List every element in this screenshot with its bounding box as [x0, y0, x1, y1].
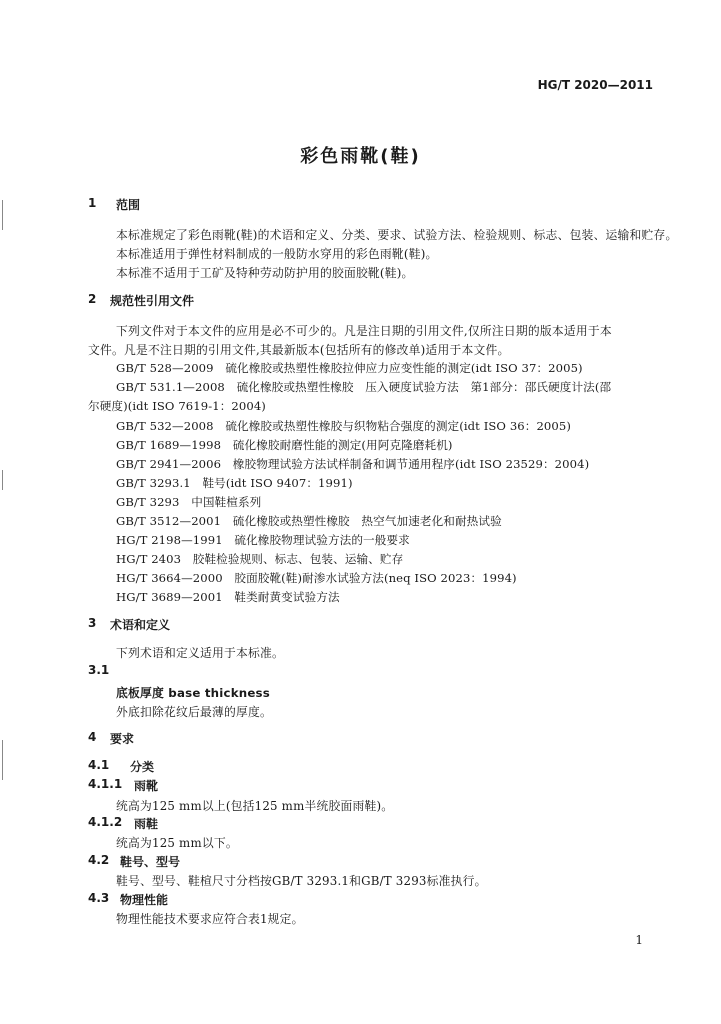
document-title: 彩色雨靴(鞋)	[300, 146, 421, 167]
reference-item: GB/T 532—2008 硫化橡胶或热塑性橡胶与织物粘合强度的测定(idt ISO 36：2005)	[116, 419, 571, 433]
section-3-intro: 下列术语和定义适用于本标准。	[116, 646, 284, 660]
scan-margin-mark	[2, 740, 3, 780]
subsection-4-2-number: 4.2	[88, 853, 110, 867]
subsection-4-2-text: 鞋号、型号、鞋楦尺寸分档按GB/T 3293.1和GB/T 3293标准执行。	[116, 874, 487, 888]
reference-item: GB/T 2941—2006 橡胶物理试验方法试样制备和调节通用程序(idt ISO 23529：2004)	[116, 457, 590, 471]
reference-item-continued: 尔硬度)(idt ISO 7619-1：2004)	[88, 399, 266, 413]
section-2-intro-line-2: 文件。凡是不注日期的引用文件,其最新版本(包括所有的修改单)适用于本文件。	[88, 343, 510, 357]
subsection-4-1-1-text: 统高为125 mm以上(包括125 mm半统胶面雨鞋)。	[116, 799, 394, 813]
subsection-4-1-title: 分类	[130, 760, 155, 774]
section-4-title: 要求	[110, 732, 135, 746]
subsection-4-3-text: 物理性能技术要求应符合表1规定。	[116, 912, 304, 926]
section-1-paragraph-3: 本标准不适用于工矿及特种劳动防护用的胶面胶靴(鞋)。	[116, 266, 414, 280]
subsection-4-1-1-title: 雨靴	[134, 779, 159, 793]
section-1-number: 1	[88, 196, 97, 210]
section-3-title: 术语和定义	[110, 618, 171, 632]
section-4-number: 4	[88, 730, 97, 744]
reference-item: GB/T 3512—2001 硫化橡胶或热塑性橡胶 热空气加速老化和耐热试验	[116, 514, 502, 528]
reference-item: HG/T 3689—2001 鞋类耐黄变试验方法	[116, 590, 340, 604]
subsection-4-2-title: 鞋号、型号	[120, 855, 181, 869]
reference-item: HG/T 2403 胶鞋检验规则、标志、包装、运输、贮存	[116, 552, 404, 566]
subsection-4-1-number: 4.1	[88, 758, 110, 772]
standard-number: HG/T 2020—2011	[537, 78, 653, 92]
subsection-4-1-2-text: 统高为125 mm以下。	[116, 836, 238, 850]
reference-item: GB/T 3293 中国鞋楦系列	[116, 495, 262, 509]
subsection-3-1-number: 3.1	[88, 663, 110, 677]
section-3-number: 3	[88, 616, 97, 630]
term-definition: 外底扣除花纹后最薄的厚度。	[116, 705, 272, 719]
term-entry: 底板厚度 base thickness	[116, 686, 270, 700]
page-number: 1	[635, 933, 643, 947]
subsection-4-1-1-number: 4.1.1	[88, 777, 123, 791]
reference-item: GB/T 531.1—2008 硫化橡胶或热塑性橡胶 压入硬度试验方法 第1部分：邵氏硬度计法(邵	[116, 380, 612, 394]
section-1-title: 范围	[116, 198, 141, 212]
section-2-title: 规范性引用文件	[110, 294, 195, 308]
scan-margin-mark	[2, 470, 3, 490]
section-1-paragraph-1: 本标准规定了彩色雨靴(鞋)的术语和定义、分类、要求、试验方法、检验规则、标志、包装、运输和贮存。	[116, 228, 678, 242]
section-2-number: 2	[88, 292, 97, 306]
reference-item: GB/T 3293.1 鞋号(idt ISO 9407：1991)	[116, 476, 353, 490]
reference-item: GB/T 1689—1998 硫化橡胶耐磨性能的测定(用阿克隆磨耗机)	[116, 438, 453, 452]
section-1-paragraph-2: 本标准适用于弹性材料制成的一般防水穿用的彩色雨靴(鞋)。	[116, 247, 438, 261]
reference-item: GB/T 528—2009 硫化橡胶或热塑性橡胶拉伸应力应变性能的测定(idt ISO 37：2005)	[116, 361, 583, 375]
subsection-4-3-title: 物理性能	[120, 893, 169, 907]
subsection-4-3-number: 4.3	[88, 891, 110, 905]
subsection-4-1-2-number: 4.1.2	[88, 815, 123, 829]
section-2-intro-line-1: 下列文件对于本文件的应用是必不可少的。凡是注日期的引用文件,仅所注日期的版本适用于本	[116, 324, 612, 338]
reference-item: HG/T 2198—1991 硫化橡胶物理试验方法的一般要求	[116, 533, 410, 547]
reference-item: HG/T 3664—2000 胶面胶靴(鞋)耐渗水试验方法(neq ISO 2023：1994)	[116, 571, 517, 585]
scan-margin-mark	[2, 200, 3, 230]
subsection-4-1-2-title: 雨鞋	[134, 817, 159, 831]
